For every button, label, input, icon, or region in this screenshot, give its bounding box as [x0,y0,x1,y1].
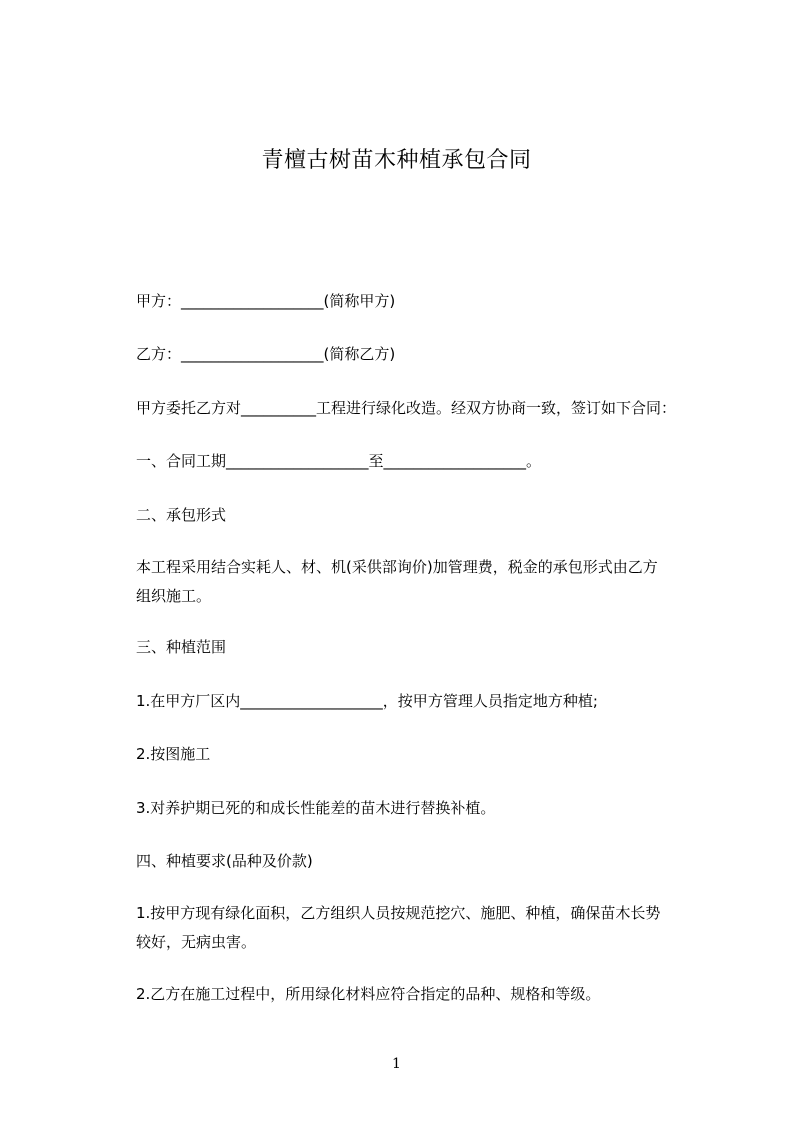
section-4-heading: 四、种植要求(品种及价款) [136,852,313,870]
section-3-heading: 三、种植范围 [136,638,227,656]
section-2-paragraph [136,553,716,611]
section-1-contract-period: 一、合同工期___________________至___________________。 [136,452,542,470]
section-3-item-1: 1.在甲方厂区内___________________，按甲方管理人员指定地方种植; [136,692,598,710]
section-3-item-2: 2.按图施工 [136,745,211,763]
section-2-paragraph-line-2: 组织施工。 [136,587,212,605]
section-2-heading: 二、承包形式 [136,506,227,524]
party-b-line: 乙方：___________________(简称乙方) [136,345,396,363]
section-3-item-3: 3.对养护期已死的和成长性能差的苗木进行替换补植。 [136,799,496,817]
intro-paragraph: 甲方委托乙方对__________工程进行绿化改造。经双方协商一致，签订如下合同： [136,399,677,417]
page-number: 1 [392,1056,401,1072]
section-4-item-2: 2.乙方在施工过程中，所用绿化材料应符合指定的品种、规格和等级。 [136,985,601,1003]
section-4-item-1-line-1: 1.按甲方现有绿化面积，乙方组织人员按规范挖穴、施肥、种植，确保苗木长势 [136,904,661,922]
document-title: 青檀古树苗木种植承包合同 [261,148,532,173]
party-a-line: 甲方：___________________(简称甲方) [136,292,396,310]
section-4-item-1 [136,899,716,957]
section-4-item-1-line-2: 较好，无病虫害。 [136,933,257,951]
section-2-paragraph-line-1: 本工程采用结合实耗人、材、机(采供部询价)加管理费，税金的承包形式由乙方 [136,558,658,576]
